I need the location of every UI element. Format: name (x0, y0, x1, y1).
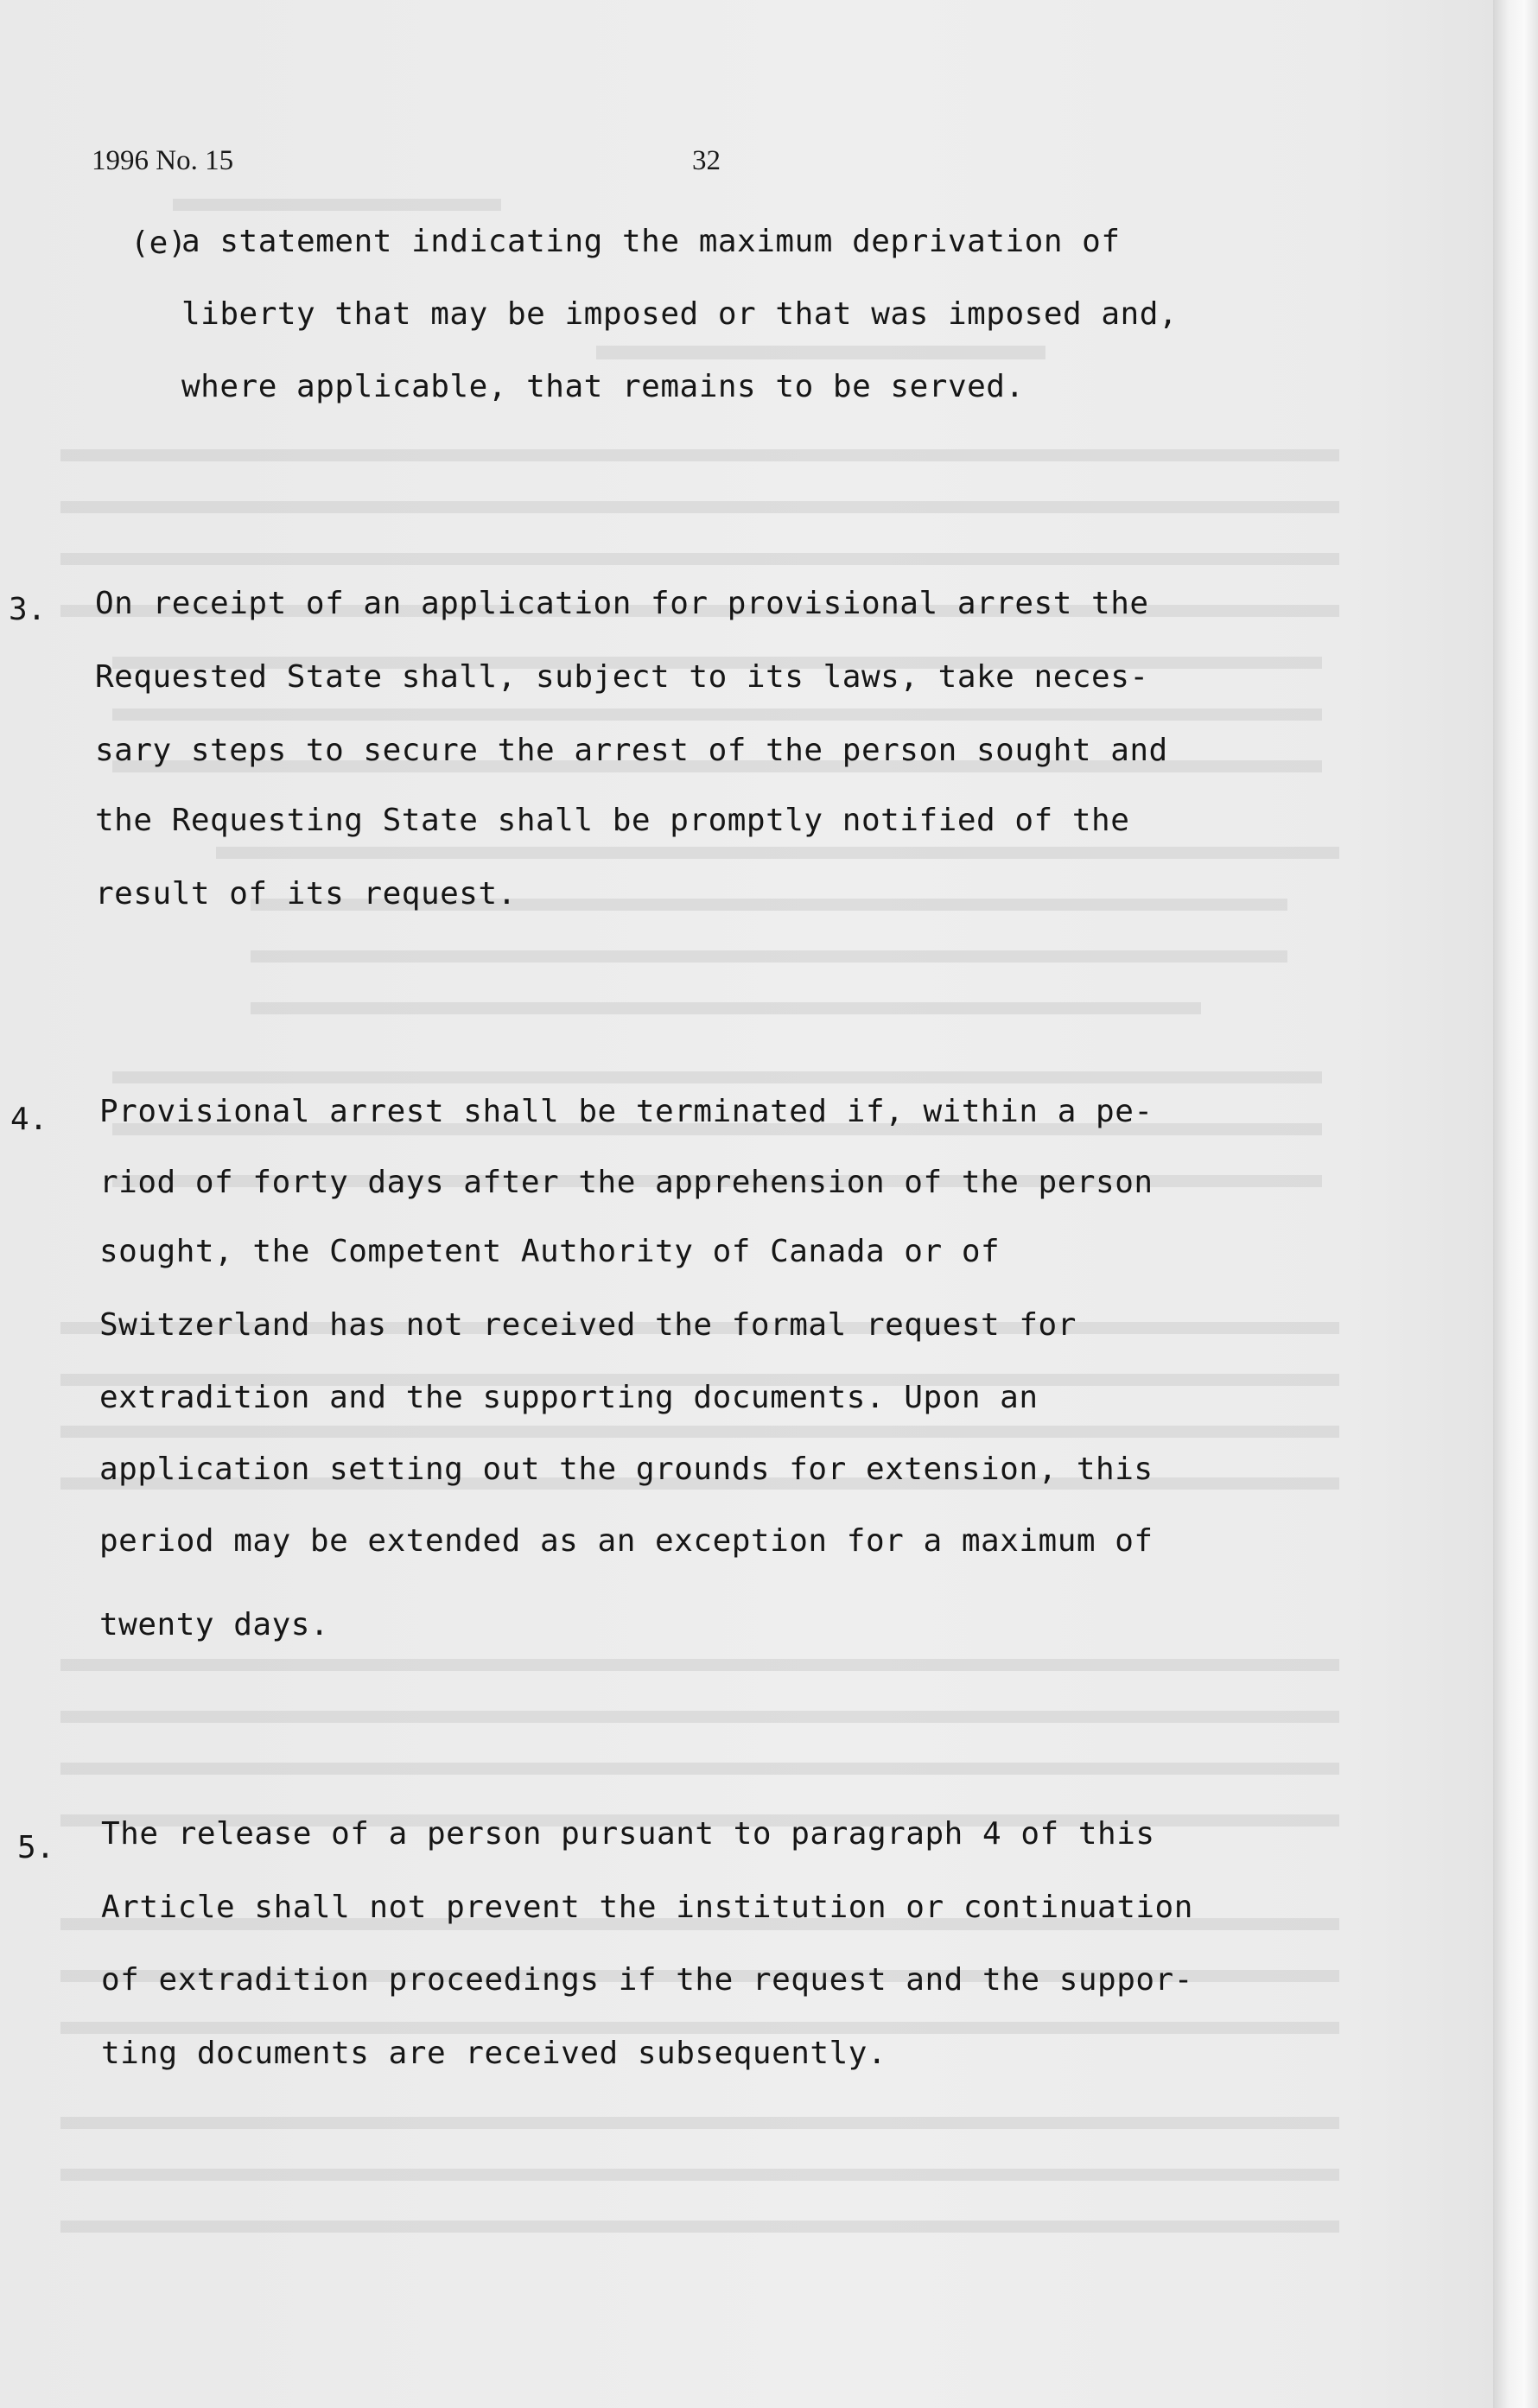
item-marker: (e) (130, 226, 187, 261)
text-line: the Requesting State shall be promptly notified of the (95, 803, 1130, 838)
text-line: extradition and the supporting documents. Upon an (99, 1380, 1039, 1415)
text-line: sought, the Competent Authority of Canada or of (99, 1234, 1001, 1269)
text-line: where applicable, that remains to be served. (181, 369, 1025, 404)
text-line: Switzerland has not received the formal request for (99, 1307, 1077, 1343)
text-line: ting documents are received subsequently. (101, 2036, 887, 2071)
page-edge-shadow (1493, 0, 1538, 2408)
text-line: sary steps to secure the arrest of the person sought and (95, 733, 1168, 768)
text-line: a statement indicating the maximum deprivation of (181, 224, 1121, 259)
paragraph-number: 4. (10, 1102, 48, 1137)
year-number: 1996 No. 15 (92, 145, 234, 176)
text-line: Provisional arrest shall be terminated if, within a pe- (99, 1094, 1154, 1129)
text-line: of extradition proceedings if the request and the suppor- (101, 1962, 1193, 1998)
text-line: liberty that may be imposed or that was imposed and, (181, 296, 1179, 332)
text-line: Article shall not prevent the institution or continuation (101, 1890, 1193, 1925)
text-line: period may be extended as an exception for a maximum of (99, 1523, 1154, 1559)
text-line: result of its request. (95, 876, 517, 912)
text-line: twenty days. (99, 1607, 330, 1642)
paragraph-number: 3. (9, 592, 47, 627)
text-line: application setting out the grounds for extension, this (99, 1452, 1154, 1487)
text-line: The release of a person pursuant to paragraph 4 of this (101, 1816, 1155, 1852)
paragraph-number: 5. (17, 1830, 55, 1865)
page-number: 32 (692, 145, 721, 176)
text-line: riod of forty days after the apprehension of the person (99, 1165, 1154, 1200)
text-line: Requested State shall, subject to its laws, take neces- (95, 659, 1149, 695)
text-line: On receipt of an application for provisional arrest the (95, 586, 1149, 621)
